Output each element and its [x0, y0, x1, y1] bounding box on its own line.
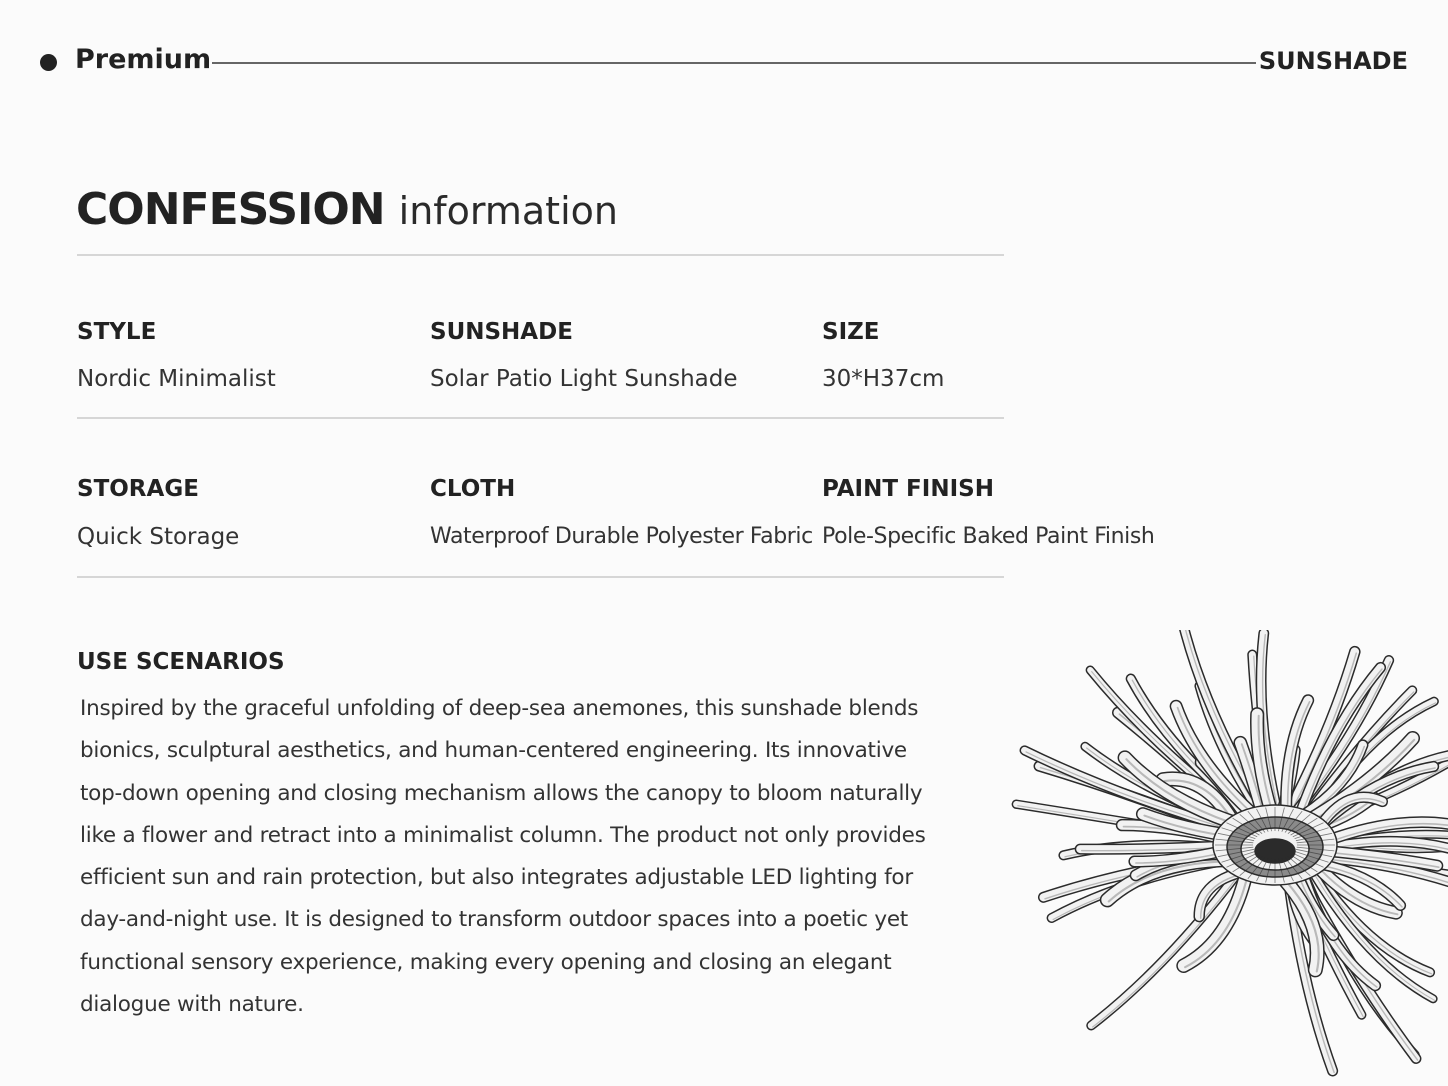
spec-value-size: 30*H37cm: [822, 366, 945, 392]
spec-value-storage: Quick Storage: [77, 524, 240, 550]
spec-label-size: SIZE: [822, 319, 880, 345]
brand-label: Premium: [75, 44, 212, 75]
section-title-main: CONFESSION: [76, 184, 385, 235]
spec-label-paint-finish: PAINT FINISH: [822, 476, 994, 502]
header-rule: [212, 62, 1256, 64]
bullet-dot-icon: [40, 54, 57, 71]
spec-label-sunshade: SUNSHADE: [430, 319, 573, 345]
section-title: [76, 184, 618, 238]
spec-bottom-divider: [77, 576, 1004, 578]
use-scenarios-text: Inspired by the graceful unfolding of deep-sea anemones, this sunshade blends bionics, sculptural aesthetics, and human-centered engineering. Its innovative top-down opening and closing mechanism allows the canopy to bloom naturally like a flower and retract into a minimalist column. The product not only provides efficient sun and rain protection, but also integrates adjustable LED lighting for day-and-night use. It is designed to transform outdoor spaces into a poetic yet functional sensory experience, making every opening and closing an elegant dialogue with nature.: [80, 696, 926, 1018]
spec-label-style: STYLE: [77, 319, 157, 345]
use-scenarios-heading: USE SCENARIOS: [77, 649, 285, 675]
spec-value-style: Nordic Minimalist: [77, 366, 276, 392]
spec-value-paint-finish: Pole-Specific Baked Paint Finish: [822, 524, 1155, 549]
title-divider: [77, 254, 1004, 256]
top-header: [40, 40, 1408, 84]
section-title-sub: information: [398, 189, 618, 233]
spec-value-cloth: Waterproof Durable Polyester Fabric: [430, 524, 813, 549]
spec-row-divider: [77, 417, 1004, 419]
spec-value-sunshade: Solar Patio Light Sunshade: [430, 366, 738, 392]
spec-label-cloth: CLOTH: [430, 476, 516, 502]
sea-anemone-illustration: [990, 630, 1448, 1086]
category-label: SUNSHADE: [1258, 47, 1408, 75]
anemone-core: [1213, 805, 1337, 885]
spec-label-storage: STORAGE: [77, 476, 199, 502]
